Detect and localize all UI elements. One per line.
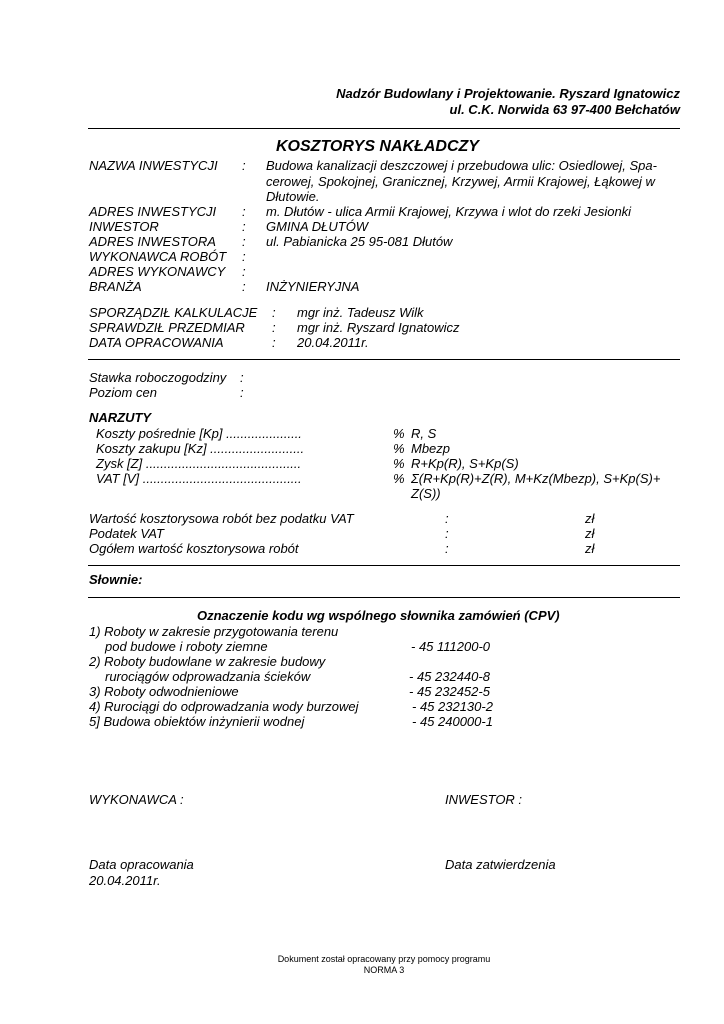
colon: : [242,158,246,173]
koszty-zakupu-label: Koszty zakupu [Kz] .......................... [96,441,305,456]
cpv-item-3: 3) Roboty odwodnieniowe [89,684,239,699]
footer-line-2: NORMA 3 [363,965,405,975]
vat-value-line-1: Σ(R+Kp(R)+Z(R), M+Kz(Mbezp), S+Kp(S)+ [411,471,661,486]
percent-sign: % [393,471,405,486]
zysk-value: R+Kp(R), S+Kp(S) [411,456,519,471]
percent-sign: % [393,441,405,456]
company-address: ul. C.K. Norwida 63 97-400 Bełchatów [449,102,680,117]
cpv-title: Oznaczenie kodu wg wspólnego słownika zamówień (CPV) [197,608,560,623]
cpv-item-2-code: - 45 232440-8 [409,669,490,684]
colon: : [445,511,449,526]
stawka-label: Stawka roboczogodziny [89,370,227,385]
colon: : [242,264,246,279]
cpv-item-1-line-2: pod budowe i roboty ziemne [105,639,268,654]
currency-label: zł [585,526,595,541]
company-name: Nadzór Budowlany i Projektowanie. Ryszard Ignatowicz [336,86,680,101]
inwestor-value: GMINA DŁUTÓW [266,219,369,234]
nazwa-inwestycji-line-3: Dłutowie. [266,189,320,204]
colon: : [242,279,246,294]
cpv-item-2-line-2: rurociągów odprowadzania ścieków [105,669,311,684]
adres-wykonawcy-label: ADRES WYKONAWCY [89,264,226,279]
data-zatwierdzenia-label: Data zatwierdzenia [445,857,556,872]
section-divider [88,597,680,598]
percent-sign: % [393,456,405,471]
branza-value: INŻYNIERYJNA [266,279,360,294]
podatek-vat-label: Podatek VAT [89,526,164,541]
document-title: KOSZTORYS NAKŁADCZY [276,138,479,155]
wykonawca-signature-label: WYKONAWCA : [89,792,184,807]
vat-value-line-2: Z(S)) [411,486,441,501]
koszty-posrednie-value: R, S [411,426,437,441]
cpv-item-5-code: - 45 240000-1 [412,714,493,729]
footer-line-1: Dokument został opracowany przy pomocy programu [277,954,491,964]
narzuty-title: NARZUTY [89,410,152,425]
header-divider [88,128,680,129]
branza-label: BRANŻA [89,279,142,294]
nazwa-inwestycji-label: NAZWA INWESTYCJI [89,158,218,173]
colon: : [242,249,246,264]
poziom-cen-label: Poziom cen [89,385,157,400]
adres-inwestora-value: ul. Pabianicka 25 95-081 Dłutów [266,234,453,249]
data-opracowania-value: 20.04.2011r. [297,335,369,350]
sporzadzil-label: SPORZĄDZIŁ KALKULACJE [89,305,258,320]
cpv-item-5: 5] Budowa obiektów inżynierii wodnej [89,714,305,729]
data-opracowania-label: DATA OPRACOWANIA [89,335,224,350]
colon: : [242,219,246,234]
cpv-item-4-code: - 45 232130-2 [412,699,493,714]
cpv-item-1-code: - 45 111200-0 [411,639,491,654]
adres-inwestycji-label: ADRES INWESTYCJI [89,204,217,219]
colon: : [272,305,276,320]
slownie-label: Słownie: [89,572,143,587]
cpv-item-4: 4) Rurociągi do odprowadzania wody burzowej [89,699,359,714]
vat-label: VAT [V] ............................................ [96,471,302,486]
wartosc-netto-label: Wartość kosztorysowa robót bez podatku VAT [89,511,354,526]
zysk-label: Zysk [Z] ........................................... [96,456,302,471]
adres-inwestycji-value: m. Dłutów - ulica Armii Krajowej, Krzywa i wlot do rzeki Jesionki [266,204,632,219]
sporzadzil-value: mgr inż. Tadeusz Wilk [297,305,424,320]
currency-label: zł [585,541,595,556]
colon: : [240,385,244,400]
sprawdzil-label: SPRAWDZIŁ PRZEDMIAR [89,320,245,335]
koszty-zakupu-value: Mbezp [411,441,451,456]
currency-label: zł [585,511,595,526]
adres-inwestora-label: ADRES INWESTORA [89,234,216,249]
colon: : [240,370,244,385]
data-opracowania-footer-label: Data opracowania [89,857,194,872]
ogolem-label: Ogółem wartość kosztorysowa robót [89,541,299,556]
colon: : [242,204,246,219]
section-divider [88,565,680,566]
koszty-posrednie-label: Koszty pośrednie [Kp] ..................... [96,426,302,441]
colon: : [445,541,449,556]
cpv-item-3-code: - 45 232452-5 [409,684,490,699]
nazwa-inwestycji-line-1: Budowa kanalizacji deszczowej i przebudowa ulic: Osiedlowej, Spa- [266,158,657,173]
data-opracowania-footer-value: 20.04.2011r. [89,873,161,888]
section-divider [88,359,680,360]
cpv-item-2-line-1: 2) Roboty budowlane w zakresie budowy [89,654,326,669]
wykonawca-robot-label: WYKONAWCA ROBÓT [89,249,227,264]
colon: : [242,234,246,249]
sprawdzil-value: mgr inż. Ryszard Ignatowicz [297,320,460,335]
cpv-item-1-line-1: 1) Roboty w zakresie przygotowania terenu [89,624,339,639]
colon: : [272,335,276,350]
inwestor-signature-label: INWESTOR : [445,792,523,807]
inwestor-label: INWESTOR [89,219,159,234]
percent-sign: % [393,426,405,441]
colon: : [445,526,449,541]
nazwa-inwestycji-line-2: cerowej, Spokojnej, Granicznej, Krzywej, Armii Krajowej, Łąkowej w [266,174,655,189]
colon: : [272,320,276,335]
